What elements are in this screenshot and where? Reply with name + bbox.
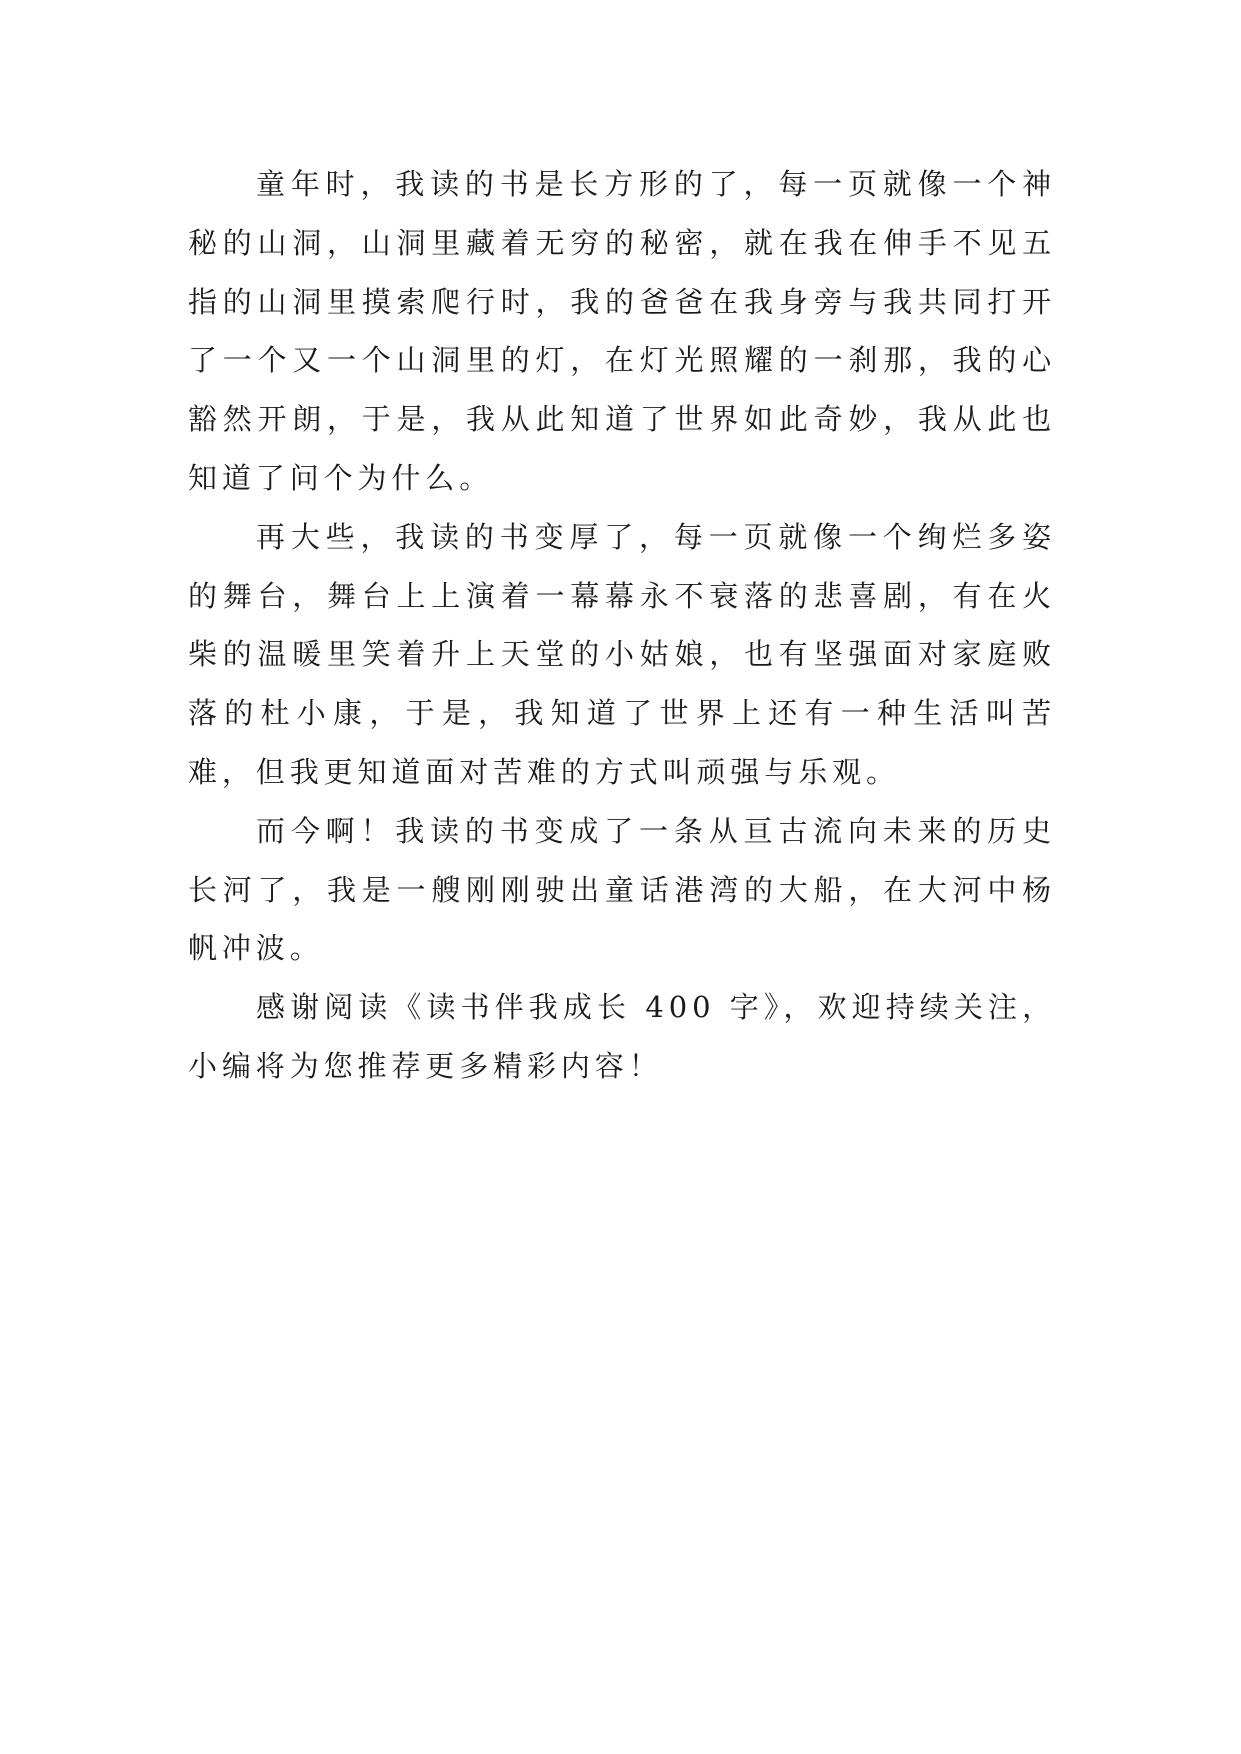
document-body bbox=[188, 155, 1056, 1096]
paragraph-now: 而今啊！我读的书变成了一条从亘古流向未来的历史长河了，我是一艘刚刚驶出童话港湾的大船，在大河中杨帆冲波。 bbox=[188, 813, 1056, 966]
paragraph-closing: 感谢阅读《读书伴我成长 400 字》，欢迎持续关注，小编将为您推荐更多精彩内容！ bbox=[188, 990, 1056, 1083]
paragraph-childhood: 童年时，我读的书是长方形的了，每一页就像一个神秘的山洞，山洞里藏着无穷的秘密，就在我在伸手不见五指的山洞里摸索爬行时，我的爸爸在我身旁与我共同打开了一个又一个山洞里的灯，在灯光照耀的一刹那，我的心豁然开朗，于是，我从此知道了世界如此奇妙，我从此也知道了问个为什么。 bbox=[188, 167, 1056, 495]
paragraph-older: 再大些，我读的书变厚了，每一页就像一个绚烂多姿的舞台，舞台上上演着一幕幕永不衰落的悲喜剧，有在火柴的温暖里笑着升上天堂的小姑娘，也有坚强面对家庭败落的杜小康，于是，我知道了世界上还有一种生活叫苦难，但我更知道面对苦难的方式叫顽强与乐观。 bbox=[188, 519, 1056, 789]
